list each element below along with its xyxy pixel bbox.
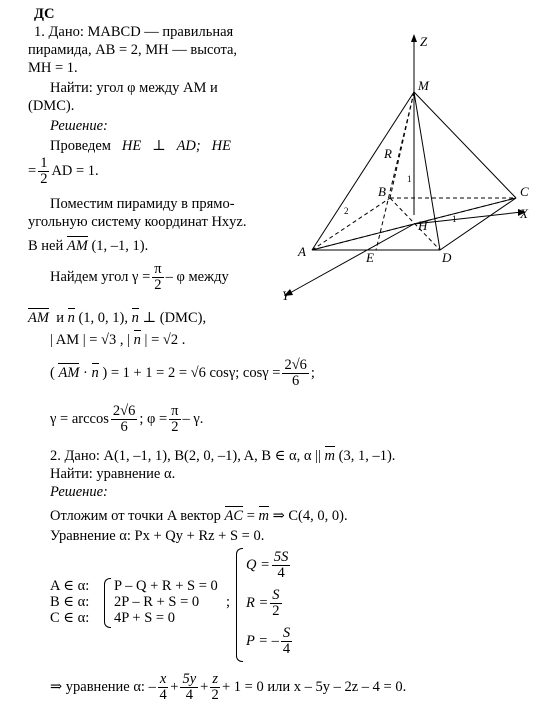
label-x: X [520,206,528,221]
p1-vector-line: AM и n (1, 0, 1), n ⊥ (DMC), [28,310,207,326]
pyramid-figure [280,30,540,320]
page-header: ДС [34,6,55,22]
p2-sys-label-b: B ∈ α: [50,594,90,610]
label-d: D [442,250,452,265]
label-r: R [384,146,392,161]
p1-place-line2: угольную систему координат Hxyz. [28,214,247,230]
p1-given-line2: пирамида, AB = 2, MH — высота, [28,42,238,58]
p2-sol-Q: Q = $\frac{5S}{4}$ [246,549,289,581]
p1-gamma-line: Найдем угол γ = $\frac{\pi}{2}$ – φ между [50,261,229,293]
p1-result-line: γ = arccos $\frac{2√6}{6}$ ; φ = $\frac{\pi}{2}$ – γ. [50,403,204,435]
p1-modulus-line: | AM | = √3 , | n | = √2 . [50,332,186,348]
label-a: A [298,244,306,259]
p2-plane-eq-line: Уравнение α: Px + Qy + Rz + S = 0. [50,528,265,544]
label-e: E [366,250,374,265]
p2-final-line: ⇒ уравнение α: – $\frac{x}{4}$ + $\frac{5y}{4}$ + $\frac{z}{2}$ + 1 = 0 или x – 5y – 2z – 4 = 0. [50,671,407,703]
p1-inner-line: В ней AM (1, –1, 1). [28,238,149,254]
p2-solution-label: Решение: [50,484,108,500]
label-y: Y [282,288,290,303]
p2-sys-label-c: C ∈ α: [50,610,90,626]
p1-find-line2: (DMC). [28,98,75,114]
p1-given-line3: MH = 1. [28,60,78,76]
p2-sol-R: R = $\frac{S}{2}$ [246,587,280,619]
p1-given-line1: 1. Дано: MABCD — правильная [34,24,234,40]
z-axis-arrow [411,34,417,42]
p1-solution-label: Решение: [50,118,108,134]
edge-me [376,92,414,250]
p1-dot-line: ( AM · n ) = 1 + 1 = 2 = √6 cosγ; cosγ = $\frac{2√6}{6}$ ; [50,357,315,389]
p2-sys-eq-2: 2P – R + S = 0 [114,594,200,610]
label-z: Z [420,34,428,49]
edge-ma [312,92,414,250]
p2-lay-line: Отложим от точки A вектор AC = m ⇒ C(4, 0, 0). [50,508,348,524]
p2-sys-eq-1: P – Q + R + S = 0 [114,578,218,594]
p1-place-line1: Поместим пирамиду в прямо- [50,196,235,212]
p2-sol-brace [236,548,243,662]
y-axis [288,224,414,294]
p1-find-line1: Найти: угол φ между AM и [50,80,218,96]
x-axis [414,212,522,224]
p2-sys-brace-left [104,578,111,628]
label-m: M [418,78,429,93]
p2-sys-label-a: A ∈ α: [50,578,90,594]
label-height-1: 1 [407,174,412,184]
p2-sys-separator: ; [226,594,231,610]
label-he-1: 1 [452,214,457,224]
p1-half-line: = $\frac{1}{2}$ AD = 1. [28,155,99,187]
label-c: C [520,184,529,199]
label-b: B [378,184,386,199]
p2-given-line: 2. Дано: A(1, –1, 1), B(2, 0, –1), A, B ∈ α, α || m (3, 1, –1). [50,448,396,464]
p2-sol-P: P = – $\frac{S}{4}$ [246,625,291,657]
p2-sys-eq-3: 4P + S = 0 [114,610,175,626]
label-side-2: 2 [344,206,349,216]
p2-find-line: Найти: уравнение α. [50,466,176,482]
label-h: H [418,218,428,233]
p1-draw-line: Проведем HE ⊥ AD; HE [50,138,231,154]
